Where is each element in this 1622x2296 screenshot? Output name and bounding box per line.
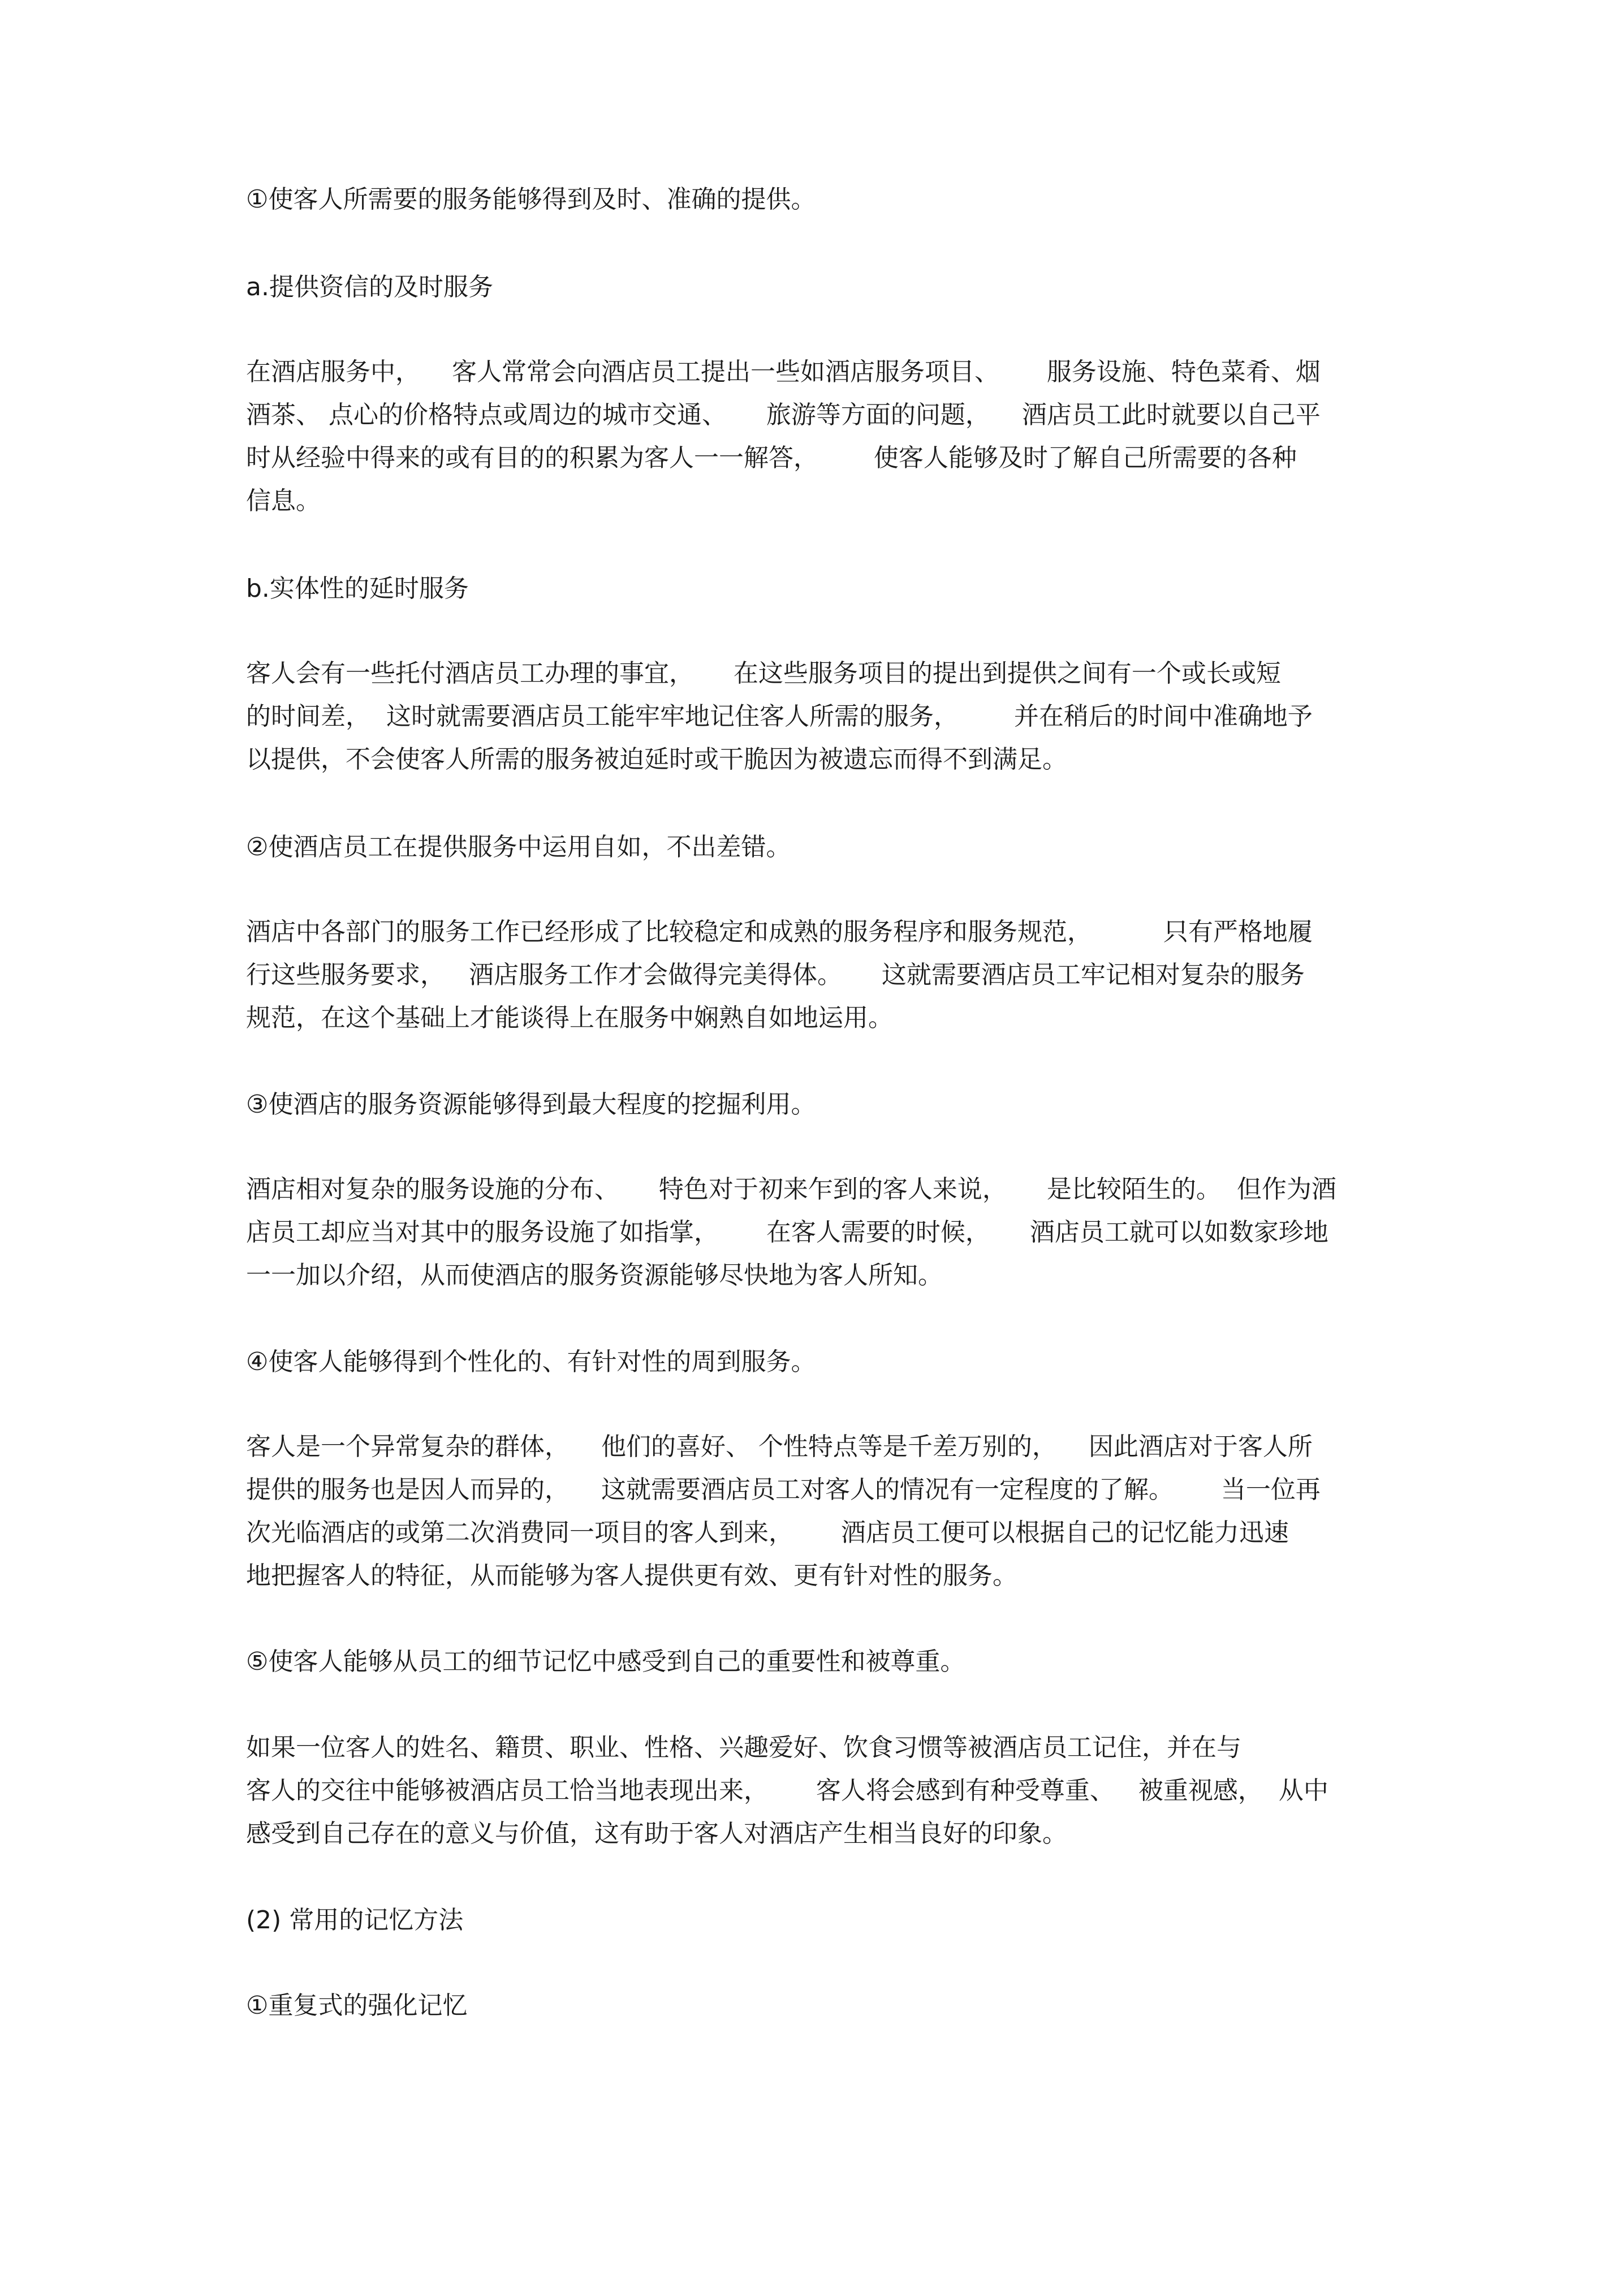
- text-line: 时从经验中得来的或有目的的积累为客人一一解答， 使客人能够及时了解自己所需要的各种: [246, 443, 1297, 472]
- sub-heading: [246, 567, 1383, 610]
- numbered-heading: [246, 178, 1383, 221]
- text-line: 酒店中各部门的服务工作已经形成了比较稳定和成熟的服务程序和服务规范， 只有严格地履: [246, 917, 1313, 946]
- paragraph: [246, 652, 1383, 781]
- text-line: 信息。: [246, 486, 321, 515]
- text-line: ③使酒店的服务资源能够得到最大程度的挖掘利用。: [246, 1090, 816, 1119]
- text-line: 酒茶、 点心的价格特点或周边的城市交通、 旅游等方面的问题， 酒店员工此时就要以自己平: [246, 400, 1321, 429]
- paragraph: [246, 1168, 1383, 1297]
- text-line: 客人会有一些托付酒店员工办理的事宜， 在这些服务项目的提出到提供之间有一个或长或短: [246, 659, 1281, 688]
- text-line: a.提供资信的及时服务: [246, 273, 493, 301]
- paragraph: [246, 1425, 1383, 1597]
- text-line: ④使客人能够得到个性化的、有针对性的周到服务。: [246, 1347, 816, 1376]
- text-line: 客人的交往中能够被酒店员工恰当地表现出来， 客人将会感到有种受尊重、 被重视感， 从中: [246, 1776, 1328, 1805]
- text-line: 店员工却应当对其中的服务设施了如指掌， 在客人需要的时候， 酒店员工就可以如数家珍地: [246, 1218, 1328, 1247]
- paragraph: [246, 351, 1383, 523]
- text-line: 酒店相对复杂的服务设施的分布、 特色对于初来乍到的客人来说， 是比较陌生的。 但作为酒: [246, 1175, 1336, 1204]
- paragraph: [246, 1726, 1383, 1855]
- text-line: 提供的服务也是因人而异的， 这就需要酒店员工对客人的情况有一定程度的了解。 当一位再: [246, 1475, 1321, 1504]
- numbered-heading: [246, 826, 1383, 869]
- section-heading: [246, 1899, 1383, 1942]
- text-line: 行这些服务要求， 酒店服务工作才会做得完美得体。 这就需要酒店员工牢记相对复杂的服务: [246, 960, 1305, 989]
- text-line: 规范，在这个基础上才能谈得上在服务中娴熟自如地运用。: [246, 1003, 893, 1032]
- sub-heading: [246, 266, 1383, 309]
- text-line: b.实体性的延时服务: [246, 574, 469, 603]
- text-line: 感受到自己存在的意义与价值，这有助于客人对酒店产生相当良好的印象。: [246, 1819, 1067, 1848]
- numbered-heading: [246, 1341, 1383, 1384]
- paragraph: [246, 911, 1383, 1040]
- text-line: (2) 常用的记忆方法: [246, 1906, 464, 1935]
- text-line: ①使客人所需要的服务能够得到及时、准确的提供。: [246, 185, 816, 214]
- text-line: 如果一位客人的姓名、籍贯、职业、性格、兴趣爱好、饮食习惯等被酒店员工记住，并在与: [246, 1733, 1241, 1762]
- text-line: 次光临酒店的或第二次消费同一项目的客人到来， 酒店员工便可以根据自己的记忆能力迅速: [246, 1518, 1289, 1547]
- numbered-heading: [246, 1640, 1383, 1683]
- numbered-heading: [246, 1083, 1383, 1126]
- text-line: 在酒店服务中， 客人常常会向酒店员工提出一些如酒店服务项目、 服务设施、特色菜肴、烟: [246, 357, 1321, 386]
- text-line: 的时间差， 这时就需要酒店员工能牢牢地记住客人所需的服务， 并在稍后的时间中准确地予: [246, 702, 1313, 731]
- numbered-heading: [246, 1984, 1383, 2027]
- text-line: 地把握客人的特征，从而能够为客人提供更有效、更有针对性的服务。: [246, 1561, 1017, 1590]
- text-line: 一一加以介绍，从而使酒店的服务资源能够尽快地为客人所知。: [246, 1261, 943, 1290]
- text-line: 以提供，不会使客人所需的服务被迫延时或干脆因为被遗忘而得不到满足。: [246, 745, 1067, 774]
- text-line: ①重复式的强化记忆: [246, 1991, 468, 2020]
- text-line: ②使酒店员工在提供服务中运用自如，不出差错。: [246, 833, 791, 861]
- text-line: ⑤使客人能够从员工的细节记忆中感受到自己的重要性和被尊重。: [246, 1647, 965, 1676]
- text-line: 客人是一个异常复杂的群体， 他们的喜好、 个性特点等是千差万别的， 因此酒店对于客人所: [246, 1432, 1313, 1461]
